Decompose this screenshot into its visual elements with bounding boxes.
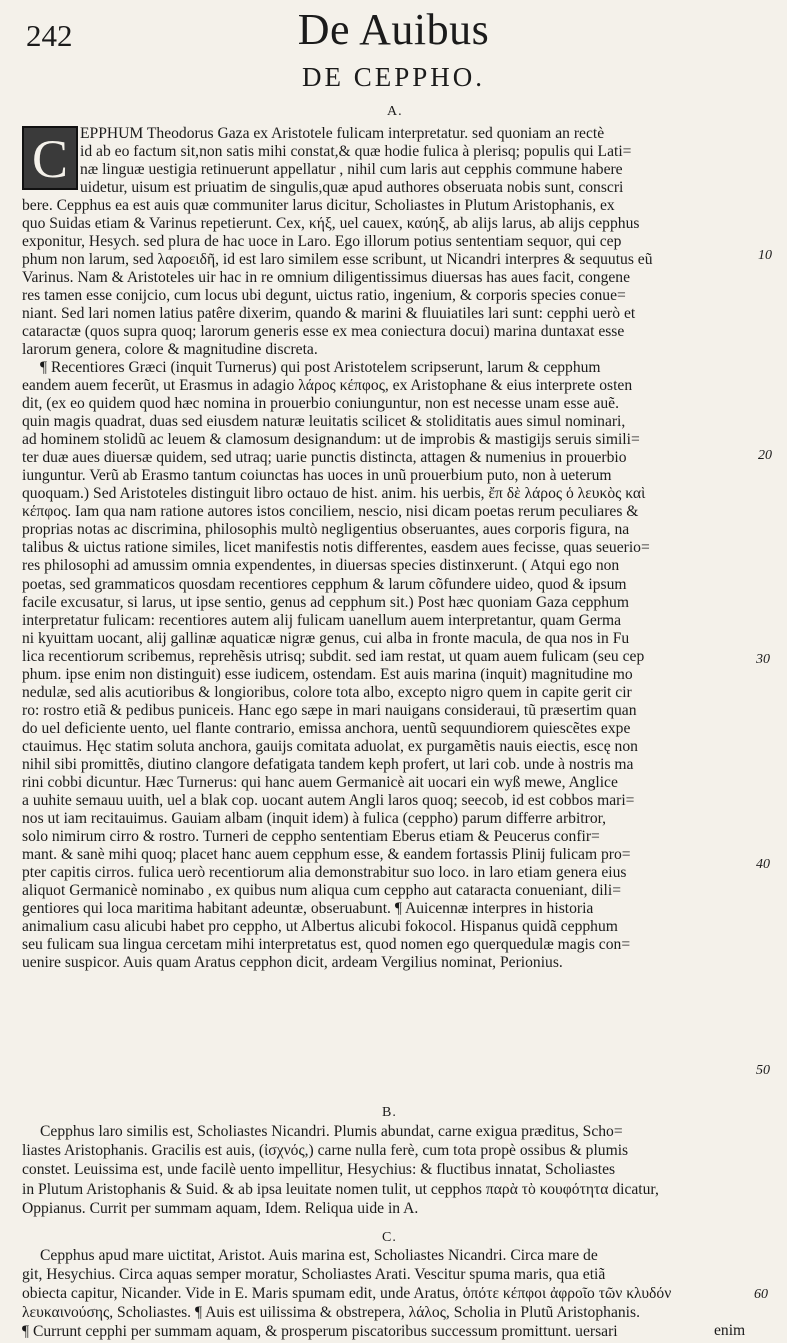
text-line: quo Suidas etiam & Varinus repetierunt. Cex, κήξ, uel cauex, καύηξ, ab alijs larus, ab alijs cepphus bbox=[22, 215, 640, 233]
text-line: λευκαινούσης, Scholiastes. ¶ Auis est uilissima & obstrepera, λάλος, Scholia in Plutũ Aristophanis. bbox=[22, 1304, 640, 1321]
margin-number: 10 bbox=[758, 248, 772, 263]
running-head: De Auibus bbox=[297, 5, 490, 54]
text-line: ter duæ aues diuersæ quidem, sed utraq; uarie punctis distincta, attagen & numenius in prouerbio bbox=[22, 449, 627, 467]
text-line: Cepphus laro similis est, Scholiastes Nicandri. Plumis abundat, carne exigua præditus, Scho= bbox=[40, 1123, 623, 1140]
text-line: git, Hesychius. Circa aquas semper moratur, Scholiastes Arati. Vescitur spuma maris, qua etiã bbox=[22, 1266, 606, 1283]
text-line: interpretatur fulicam: recentiores autem alij fulicam uanellum auem interpretantur, quam Germa bbox=[22, 611, 622, 629]
text-line: bere. Cepphus ea est auis quæ communiter larus dicitur, Scholiastes in Plutum Aristophanis, ex bbox=[22, 197, 615, 215]
text-line: liastes Aristophanis. Gracilis est auis, (ἰσχνός,) carne nulla ferè, cum tota propè ossibus & plumis bbox=[22, 1142, 629, 1160]
text-line: exponitur, Hesych. sed plura de hac uoce in Laro. Ego illorum potius sententiam sequor, qui cep bbox=[22, 233, 622, 251]
text-line: κέπφος. Iam qua nam ratione autores istos conciliem, nescio, nisi dicam poetas rerum peculiares & bbox=[22, 503, 639, 521]
text-line: quin magis quadrat, duas sed eiusdem naturæ leuitatis scilicet & stoliditatis aues simul nominari, bbox=[22, 413, 626, 431]
text-line: nihil sibi promittẽs, diutino clangore defatigata tandem keph profert, ut lari cob. unde à nostris ma bbox=[22, 755, 634, 773]
text-line: phum non larum, sed λαροειδῆ, id est laro similem esse scribunt, ut Nicandri interpres & sequutus eũ bbox=[22, 251, 653, 269]
text-line: eandem auem fecerũt, ut Erasmus in adagio λάρος κέπφος, ex Aristophane & eius interprete osten bbox=[22, 377, 633, 395]
section-label-b: B. bbox=[382, 1105, 397, 1120]
margin-number: 30 bbox=[756, 652, 770, 667]
text-line: id ab eo factum sit,non satis mihi constat,& quæ hodie fulica à plerisq; populis qui Lati= bbox=[80, 143, 632, 161]
text-line: mant. & sanè mihi quoq; placet hanc auem cepphum esse, & eandem fortassis Plinij fulicam pro= bbox=[22, 845, 631, 863]
margin-number: 50 bbox=[756, 1063, 770, 1078]
text-line: facile excusatur, si larus, ut ipse sentio, genus ad cepphum sit.) Post hæc quoniam Gaza cepphum bbox=[22, 593, 629, 611]
margin-number: 40 bbox=[756, 857, 770, 872]
text-line: res tamen esse conijcio, cum locus ubi degunt, uictus ratio, ingenium, & corporis species conue= bbox=[22, 287, 626, 305]
text-line: res philosophi ad amussim omnia expendentes, in diuersas species distinxerunt. ( Atqui ego non bbox=[22, 557, 620, 575]
margin-number: 60 bbox=[754, 1287, 768, 1302]
text-line: lica recentiorum scribemus, reprehẽsis utrisq; subdit. sed iam restat, ut quam auem fulicam (seu cep bbox=[22, 647, 645, 665]
text-line: uenire suspicor. Auis quam Aratus cepphon dicit, ardeam Vergilius nominat, Perionius. bbox=[22, 953, 563, 971]
text-line: aliquot Germanicè nominabo , ex quibus num aliqua cum ceppho aut cataracta conueniant, dili= bbox=[22, 881, 621, 899]
text-line: talibus & uictus ratione similes, licet manifestis notis differentes, easdem aues fecisse, quas seuerio= bbox=[22, 539, 650, 557]
text-line: cataractæ (quos supra quoq; larorum generis esse ex mea coniectura docui) marina duntaxat esse bbox=[22, 323, 625, 341]
text-line: ¶ Currunt cepphi per summam aquam, & prosperum piscatoribus successum promittunt. uersari bbox=[22, 1323, 618, 1340]
text-line: obiecta capitur, Nicander. Vide in E. Maris spumam edit, unde Aratus, ὁπότε κέπφοι ἀφροῖο τῶν κλυδόν bbox=[22, 1285, 672, 1302]
text-line: seu fulicam sua lingua cercetam mihi interpretatus est, quod nomen ego querquedulæ magis con= bbox=[22, 935, 631, 953]
text-line: nos ut iam recitauimus. Gauiam albam (inquit idem) à fulica (ceppho) parum differre arbitror, bbox=[22, 809, 607, 827]
ornamental-initial bbox=[22, 126, 78, 190]
text-line: rini cobbi dicuntur. Hæc Turnerus: qui hanc auem Germanicè ait uocari ein wyß mewe, Anglice bbox=[22, 773, 618, 791]
chapter-title: DE CEPPHO. bbox=[301, 62, 486, 92]
text-line: a uuhite semauu uuith, uel a blak cop. uocant autem Angli laros quoq; seecob, id est cobbos mari= bbox=[22, 791, 635, 809]
text-line: dit, (ex eo quidem quod hæc nomina in prouerbio coniunguntur, non est necesse unam esse auẽ. bbox=[22, 395, 619, 413]
text-line: solo nimirum cirro & rostro. Turneri de ceppho sententiam Eberus etiam & Peucerus confir= bbox=[22, 827, 600, 845]
text-line: larorum genera, colore & magnitudine discreta. bbox=[22, 341, 318, 359]
text-line: niant. Sed lari nomen latius patêre dixerim, quando & marini & fluuiatiles lari sunt: cepphi uerò et bbox=[22, 305, 636, 323]
text-line: in Plutum Aristophanis & Suid. & ab ipsa leuitate nomen tulit, ut cepphos παρὰ τὸ κουφότητα dicatur, bbox=[22, 1180, 659, 1198]
text-line: gentiores qui loca maritima habitant adeuntæ, obseruabunt. ¶ Auicennæ interpres in historia bbox=[22, 899, 594, 917]
margin-number: 20 bbox=[758, 448, 772, 463]
text-line: ¶ Recentiores Græci (inquit Turnerus) qui post Aristotelem scripserunt, larum & cepphum bbox=[40, 359, 601, 377]
drop-cap-letter: C bbox=[31, 129, 69, 189]
text-line: Cepphus apud mare uictitat, Aristot. Auis marina est, Scholiastes Nicandri. Circa mare de bbox=[40, 1247, 598, 1264]
text-line: ctauimus. Hęc statim soluta anchora, gauijs comitata aduolat, ex purgamẽtis nauis eiectis, escę non bbox=[22, 737, 638, 755]
text-line: constet. Leuissima est, unde facilè uento impellitur, Hesychius: & fluctibus innatat, Scholiastes bbox=[22, 1161, 616, 1179]
text-line: ad hominem stolidũ ac leuem & clamosum designandum: ut de improbis & mastigijs seruis simili= bbox=[22, 431, 640, 449]
text-line: Varinus. Nam & Aristoteles uir hac in re omnium diligentissimus diuersas has aues facit, congene bbox=[22, 269, 631, 287]
text-line: næ linguæ uestigia retinuerunt appellatur , nihil cum laris aut cepphis commune habere bbox=[80, 161, 623, 179]
text-line: Oppianus. Currit per summam aquam, Idem. Reliqua uide in A. bbox=[22, 1199, 419, 1217]
text-line: phum. ipse enim non distinguit) esse iudicem, ostendam. Est auis marina (inquit) magnitudine mo bbox=[22, 665, 633, 683]
catchword: enim bbox=[714, 1322, 746, 1339]
text-line: ro: rostro etiã & pedibus puniceis. Hanc ego sæpe in mari nauigans consideraui, tũ præsertim quan bbox=[22, 701, 637, 719]
text-line: pter capitis cirros. fulica uerò recentiorum alia demonstrabitur suo loco. in laro etiam genera eius bbox=[22, 863, 627, 881]
page-number: 242 bbox=[26, 18, 73, 53]
text-line: quoquam.) Sed Aristoteles distinguit libro octauo de hist. anim. his uerbis, ἔπ δὲ λάρος ὁ λευκὸς καὶ bbox=[22, 485, 646, 503]
text-line: uidetur, uisum est priuatim de singulis,quæ apud authores obseruata nobis sunt, conscri bbox=[80, 179, 624, 197]
text-line: animalium casu alicubi habet pro ceppho, ut Albertus alicubi fokocol. Hispanus quidã cepphum bbox=[22, 917, 618, 935]
text-line: EPPHUM Theodorus Gaza ex Aristotele fulicam interpretatur. sed quoniam an rectè bbox=[80, 125, 605, 142]
section-label-a: A. bbox=[387, 104, 403, 119]
text-line: iunguntur. Verũ ab Erasmo tantum coiunctas has uoces in unũ prouerbium puto, non à ueterum bbox=[22, 467, 612, 485]
text-line: poetas, sed grammaticos quosdam recentiores cepphum & larum cõfundere uideo, quod & ipsum bbox=[22, 575, 627, 593]
text-line: do uel deficiente uento, uel flante contrario, emissa anchora, uentũ sequundiorem quiescẽtes expe bbox=[22, 719, 631, 737]
text-line: ni kyuittam uocant, alij gallinæ aquaticæ nigræ genus, cui alba in fronte macula, de qua nos in Fu bbox=[22, 629, 630, 647]
text-line: proprias notas ac discrimina, philosophis multò negligentius obseruantes, aues corporis figura, na bbox=[22, 521, 630, 539]
text-line: nedulæ, sed alis acutioribus & longioribus, colore tota albo, excepto nigro quem in capite gerit cir bbox=[22, 683, 632, 701]
section-label-c: C. bbox=[382, 1230, 397, 1245]
